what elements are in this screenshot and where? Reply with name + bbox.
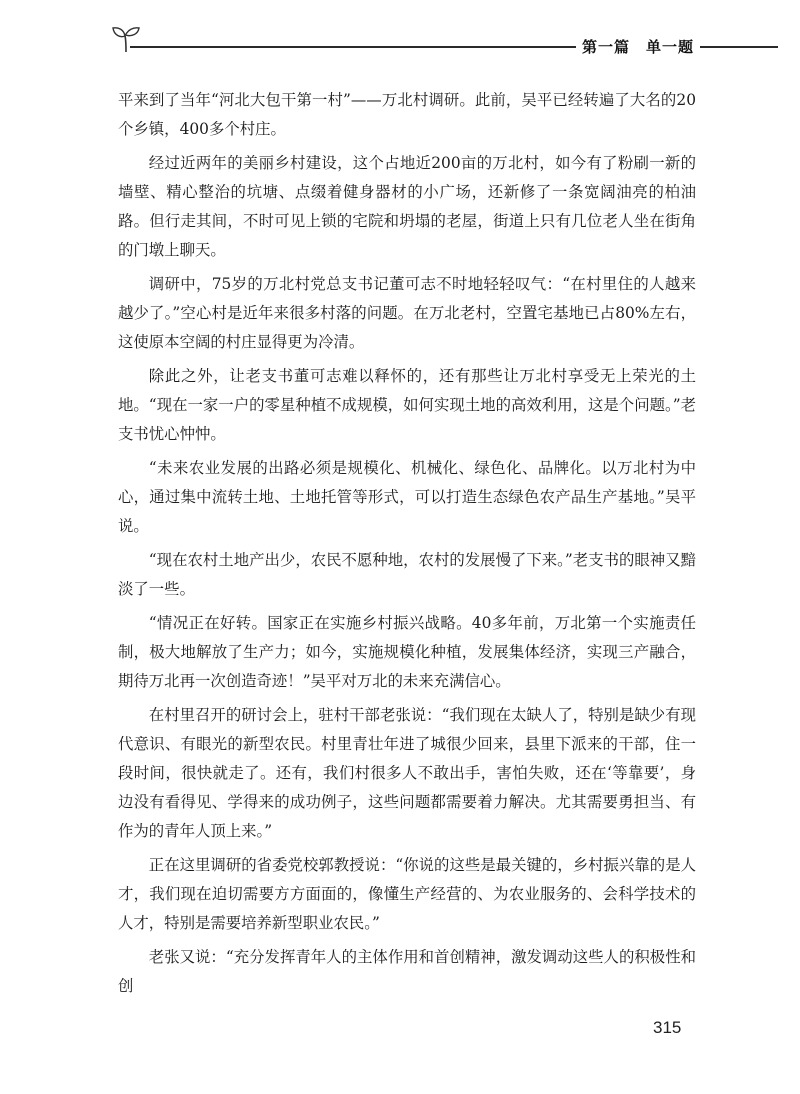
paragraph: 在村里召开的研讨会上，驻村干部老张说：“我们现在太缺人了，特别是缺少有现代意识、有眼光的新型农民。村里青壮年进了城很少回来，县里下派来的干部，住一段时间，很快就走了。还有，我们村很多人不敢出手，害怕失败，还在‘等靠要’，身边没有看得见、学得来的成功例子，这些问题都需要着力解决。尤其需要勇担当、有作为的青年人顶上来。” (118, 706, 696, 840)
paragraph: “情况正在好转。国家正在实施乡村振兴战略。40多年前，万北第一个实施责任制，极大地解放了生产力；如今，实施规模化种植，发展集体经济，实现三产融合，期待万北再一次创造奇迹！”吴平对万北的未来充满信心。 (118, 614, 696, 690)
paragraph: “未来农业发展的出路必须是规模化、机械化、绿色化、品牌化。以万北村为中心，通过集中流转土地、土地托管等形式，可以打造生态绿色农产品生产基地。”吴平说。 (118, 459, 696, 535)
paragraph: 除此之外，让老支书董可志难以释怀的，还有那些让万北村享受无上荣光的土地。“现在一家一户的零星种植不成规模，如何实现土地的高效利用，这是个问题。”老支书忧心忡忡。 (118, 367, 696, 443)
header-title: 第一篇 单一题 (582, 38, 695, 56)
running-header (102, 22, 778, 62)
sprout-icon (110, 22, 142, 54)
paragraph: 调研中，75岁的万北村党总支书记董可志不时地轻轻叹气：“在村里住的人越来越少了。”空心村是近年来很多村落的问题。在万北老村，空置宅基地已占80%左右，这使原本空阔的村庄显得更为冷清。 (118, 275, 696, 351)
header-rule-left (130, 46, 576, 48)
paragraph: 正在这里调研的省委党校郭教授说：“你说的这些是最关键的，乡村振兴靠的是人才，我们现在迫切需要方方面面的，像懂生产经营的、为农业服务的、会科学技术的人才，特别是需要培养新型职业农民。” (118, 856, 696, 932)
paragraph: 老张又说：“充分发挥青年人的主体作用和首创精神，激发调动这些人的积极性和创 (118, 948, 696, 995)
page-number: 315 (653, 1018, 682, 1037)
paragraph: 平来到了当年“河北大包干第一村”——万北村调研。此前，吴平已经转遍了大名的20个乡镇，400多个村庄。 (118, 91, 696, 138)
header-rule-right (700, 46, 778, 48)
body-text (118, 86, 696, 1006)
paragraph: 经过近两年的美丽乡村建设，这个占地近200亩的万北村，如今有了粉刷一新的墙壁、精心整治的坑塘、点缀着健身器材的小广场，还新修了一条宽阔油亮的柏油路。但行走其间，不时可见上锁的宅院和坍塌的老屋，街道上只有几位老人坐在街角的门墩上聊天。 (118, 154, 696, 259)
paragraph: “现在农村土地产出少，农民不愿种地，农村的发展慢了下来。”老支书的眼神又黯淡了一些。 (118, 551, 696, 598)
